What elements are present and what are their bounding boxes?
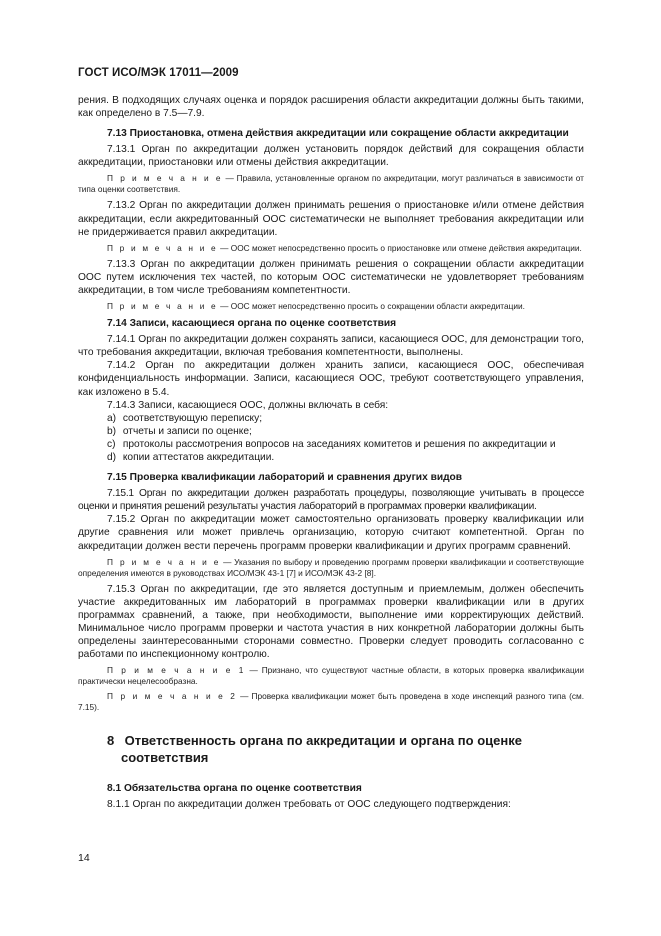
note-7-13-3 [78,301,584,312]
list-marker: b) [107,425,117,437]
paragraph-7-14-1: 7.14.1 Орган по аккредитации должен сохранять записи, касающиеся ООС, для демонстрации того, что требования аккредитации, включая требования компетентности, выполнены. [78,334,584,359]
paragraph-7-13-2: 7.13.2 Орган по аккредитации должен принимать решения о приостановке и/или отмене действия аккредитации, если аккредитованный ООС систематически не выполняет требования аккредитации или не придерживается правил аккредитации. [78,200,584,238]
note-text: — Признано, что существуют частные области, в которых проверка квалификации практически нецелесообразна. [78,665,584,687]
document-body [78,94,584,811]
paragraph-7-13-1: 7.13.1 Орган по аккредитации должен установить порядок действий для сокращения области аккредитации, приостановки или отмены действия аккредитации. [78,144,584,169]
chapter-title-line-1: Ответственность органа по аккредитации и органа по оценке [124,733,522,749]
note-text: — ООС может непосредственно просить о приостановке или отмене действия аккредитации. [217,242,582,253]
list-marker: a) [107,412,117,424]
section-heading-8-1: 8.1 Обязательства органа по оценке соответствия [107,783,362,795]
note-label: П р и м е ч а н и е 2 [107,691,238,702]
chapter-heading-8 [78,733,584,766]
list-item [78,438,584,451]
section-heading-7-13: 7.13 Приостановка, отмена действия аккредитации или сокращение области аккредитации [107,128,569,140]
list-marker: c) [107,438,116,450]
note-text: — Указания по выбору и проведению программ проверки квалификации и соответствующие определения имеются в руководствах ИСО/МЭК 43-1 [7] и ИСО/МЭК 43-2 [8]. [78,556,584,578]
note-text: — Проверка квалификации может быть проведена в ходе инспекций разного типа (см. 7.15). [78,691,584,713]
note-label: П р и м е ч а н и е 1 [107,665,246,676]
paragraph-continuation: рения. В подходящих случаях оценка и порядок расширения области аккредитации должны быть такими, как определено в 7.5—7.9. [78,95,584,120]
list-text: копии аттестатов аккредитации. [122,451,275,463]
list-item [78,412,584,425]
note-7-15-2 [78,557,584,579]
chapter-number: 8 [107,733,115,749]
paragraph-7-14-2: 7.14.2 Орган по аккредитации должен хранить записи, касающиеся ООС, обеспечивая конфиденциальность информации. Записи, касающиеся ООС, требуют соответствующего управления, как изложено в 5.4. [78,360,584,398]
document-header: ГОСТ ИСО/МЭК 17011—2009 [78,67,239,79]
paragraph-8-1-1: 8.1.1 Орган по аккредитации должен требовать от ООС следующего подтверждения: [107,799,511,811]
section-heading-7-15: 7.15 Проверка квалификации лабораторий и сравнения других видов [107,472,463,484]
list-text: соответствующую переписку; [122,412,263,424]
paragraph-7-15-2: 7.15.2 Орган по аккредитации может самостоятельно организовать проверку квалификации или другие сравнения или может привлечь организацию, которую считают компетентной. Орган по аккредитации должен вести перечень программ проверки квалификации и других программ сравнений. [78,514,584,552]
note-text: — ООС может непосредственно просить о сокращении области аккредитации. [217,301,525,312]
paragraph-7-13-3: 7.13.3 Орган по аккредитации должен принимать решения о сокращении области аккредитации ООС путем исключения тех частей, по которым ООС систематически не удовлетворяет требованиям аккредитации, в том числе требованиям компетентности. [78,258,584,296]
note-7-13-1 [78,173,584,195]
note-label: П р и м е ч а н и е [107,301,218,312]
list-item [78,425,584,438]
list-item [78,451,584,464]
list-marker: d) [107,451,117,463]
note-7-15-3-1 [78,665,584,687]
note-text: — Правила, установленные органом по аккредитации, могут различаться в зависимости от типа оценки соответствия. [78,173,584,195]
chapter-title-line-2: соответствия [121,749,209,765]
note-7-13-2 [78,243,584,254]
paragraph-7-14-3: 7.14.3 Записи, касающиеся ООС, должны включать в себя: [107,399,389,411]
list-text: протоколы рассмотрения вопросов на заседаниях комитетов и решения по аккредитации и [122,438,556,450]
paragraph-7-15-3: 7.15.3 Орган по аккредитации, где это является доступным и приемлемым, должен обеспечить участие аккредитованных им лабораторий в программах проверки квалификации или в других программах сравнений, а также, при необходимости, выполнение ими корректирующих действий. Минимальное число программ проверки и частота участия в них конкретной лаборатории должны быть определены заинтересованными сторонами совместно. Проверки следует проводить согласованно с работами по инспекционному контролю. [78,583,584,661]
note-label: П р и м е ч а н и е [107,242,218,253]
section-heading-7-14: 7.14 Записи, касающиеся органа по оценке соответствия [107,318,397,330]
list-text: отчеты и записи по оценке; [122,425,252,437]
page-number: 14 [78,852,90,864]
note-label: П р и м е ч а н и е [107,556,221,567]
note-7-15-3-2 [78,691,584,713]
paragraph-7-15-1: 7.15.1 Орган по аккредитации должен разработать процедуры, позволяющие учитывать в процессе оценки и принятия решений результаты участия лабораторий в программах проверки квалификации. [78,488,584,513]
note-label: П р и м е ч а н и е [107,173,223,184]
